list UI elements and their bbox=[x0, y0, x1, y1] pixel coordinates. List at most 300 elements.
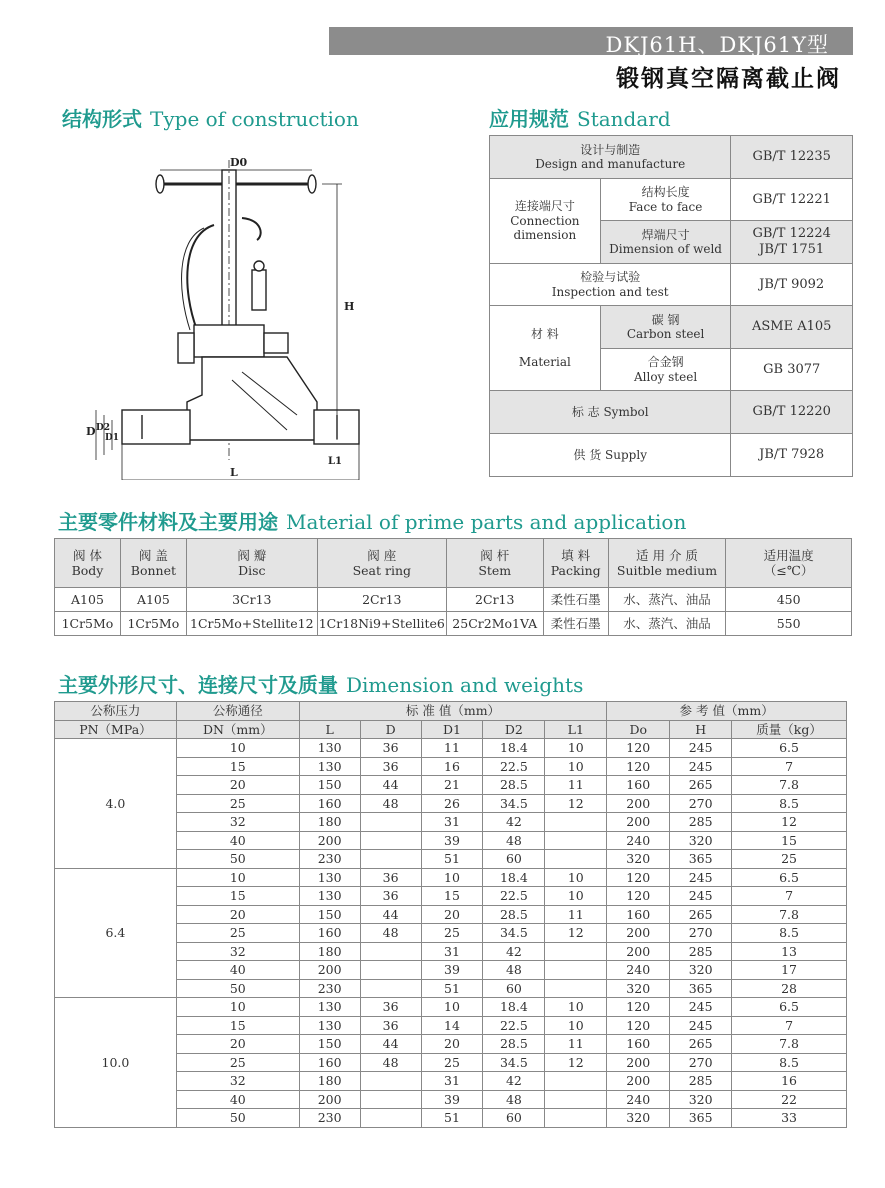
std-conn-cn: 连接端尺寸 bbox=[514, 199, 575, 214]
mat-header-cn: 适用温度 bbox=[763, 548, 814, 563]
dim-cell: 240 bbox=[607, 1090, 670, 1109]
label-l1: L1 bbox=[328, 456, 342, 467]
dimensions-body bbox=[55, 702, 847, 1128]
dim-cell: 44 bbox=[360, 1035, 421, 1054]
dim-cell bbox=[360, 850, 421, 869]
mat-cell: 1Cr5Mo bbox=[55, 612, 121, 636]
dimensions-title bbox=[58, 669, 583, 698]
model-bar bbox=[329, 27, 853, 55]
label-l: L bbox=[230, 466, 238, 479]
mat-header-cell bbox=[120, 539, 186, 588]
dn-cell: 20 bbox=[176, 905, 299, 924]
std-alloy-cell bbox=[600, 349, 731, 391]
mat-cell: 1Cr5Mo bbox=[120, 612, 186, 636]
dim-col-header: D bbox=[360, 720, 421, 739]
std-face-value: GB/T 12221 bbox=[731, 179, 853, 221]
mat-cell: 25Cr2Mo1VA bbox=[446, 612, 543, 636]
dimensions-title-en: Dimension and weights bbox=[346, 673, 584, 697]
dim-cell: 11 bbox=[545, 905, 607, 924]
mat-header-en: Seat ring bbox=[352, 563, 411, 578]
dim-cell bbox=[360, 813, 421, 832]
dim-cell: 10 bbox=[545, 868, 607, 887]
dim-cell: 34.5 bbox=[483, 1053, 545, 1072]
dim-cell: 120 bbox=[607, 868, 670, 887]
dn-cell: 40 bbox=[176, 831, 299, 850]
dim-cell: 285 bbox=[670, 813, 732, 832]
dim-cell bbox=[360, 961, 421, 980]
dim-cell: 12 bbox=[732, 813, 847, 832]
dim-cell: 230 bbox=[299, 850, 360, 869]
std-row bbox=[490, 391, 853, 434]
dim-cell: 160 bbox=[299, 794, 360, 813]
dn-cell: 50 bbox=[176, 850, 299, 869]
materials-row bbox=[55, 612, 852, 636]
std-design-cn: 设计与制造 bbox=[580, 142, 641, 157]
dim-cell: 22.5 bbox=[483, 1016, 545, 1035]
std-row bbox=[490, 179, 853, 221]
std-insp-en: Inspection and test bbox=[551, 284, 669, 299]
dim-cell bbox=[360, 1109, 421, 1128]
dim-cell: 7.8 bbox=[732, 1035, 847, 1054]
std-carbon-value: ASME A105 bbox=[731, 306, 853, 349]
mat-cell: 1Cr5Mo+Stellite12 bbox=[186, 612, 317, 636]
dim-header-row-2 bbox=[55, 720, 847, 739]
dim-col-header: L bbox=[299, 720, 360, 739]
dim-cell: 7.8 bbox=[732, 776, 847, 795]
dim-cell: 20 bbox=[421, 905, 483, 924]
dim-cell: 365 bbox=[670, 1109, 732, 1128]
mat-header-cell bbox=[55, 539, 121, 588]
dim-cell: 10 bbox=[421, 868, 483, 887]
label-h: H bbox=[344, 300, 355, 313]
dim-cell bbox=[545, 813, 607, 832]
std-design-value: GB/T 12235 bbox=[731, 136, 853, 179]
pn-cell: 4.0 bbox=[55, 739, 177, 869]
dn-cell: 15 bbox=[176, 757, 299, 776]
dim-cell: 320 bbox=[607, 979, 670, 998]
mat-cell: A105 bbox=[55, 588, 121, 612]
std-conn-en2: dimension bbox=[513, 228, 577, 243]
dim-cell: 51 bbox=[421, 850, 483, 869]
dim-cell: 25 bbox=[732, 850, 847, 869]
std-supply-value: JB/T 7928 bbox=[731, 434, 853, 477]
dim-row bbox=[55, 739, 847, 758]
mat-header-cn: 适 用 介 质 bbox=[636, 548, 698, 563]
dim-cell: 31 bbox=[421, 1072, 483, 1091]
dim-cell: 265 bbox=[670, 776, 732, 795]
dim-cell: 285 bbox=[670, 942, 732, 961]
dim-header-reference: 参 考 值（mm） bbox=[607, 702, 847, 721]
product-name: 锻钢真空隔离截止阀 bbox=[616, 66, 841, 92]
mat-header-cell bbox=[608, 539, 726, 588]
dim-cell: 320 bbox=[607, 850, 670, 869]
model-code: DKJ61H、DKJ61Y型 bbox=[605, 33, 829, 57]
dim-cell bbox=[545, 942, 607, 961]
dim-cell: 36 bbox=[360, 868, 421, 887]
dn-cell: 20 bbox=[176, 1035, 299, 1054]
dn-cell: 15 bbox=[176, 887, 299, 906]
materials-title-en: Material of prime parts and application bbox=[286, 510, 687, 534]
dim-cell: 200 bbox=[299, 961, 360, 980]
dim-cell: 28.5 bbox=[483, 776, 545, 795]
valve-drawing bbox=[82, 140, 382, 480]
dim-cell: 160 bbox=[607, 776, 670, 795]
dn-cell: 40 bbox=[176, 1090, 299, 1109]
std-row bbox=[490, 136, 853, 179]
dn-cell: 10 bbox=[176, 868, 299, 887]
dim-cell: 320 bbox=[670, 961, 732, 980]
dim-cell: 230 bbox=[299, 1109, 360, 1128]
dim-cell: 36 bbox=[360, 757, 421, 776]
dn-cell: 25 bbox=[176, 794, 299, 813]
construction-title bbox=[62, 103, 359, 132]
dim-cell: 200 bbox=[607, 924, 670, 943]
dim-cell: 48 bbox=[483, 831, 545, 850]
dim-cell: 320 bbox=[607, 1109, 670, 1128]
dim-cell bbox=[545, 1109, 607, 1128]
dim-cell: 320 bbox=[670, 831, 732, 850]
std-symbol-value: GB/T 12220 bbox=[731, 391, 853, 434]
dim-cell: 365 bbox=[670, 979, 732, 998]
dim-cell: 120 bbox=[607, 1016, 670, 1035]
label-d: D bbox=[86, 425, 96, 438]
dim-cell: 270 bbox=[670, 1053, 732, 1072]
dim-cell: 60 bbox=[483, 1109, 545, 1128]
mat-cell: 2Cr13 bbox=[317, 588, 446, 612]
dim-cell: 150 bbox=[299, 1035, 360, 1054]
dim-cell: 270 bbox=[670, 924, 732, 943]
mat-cell: 1Cr18Ni9+Stellite6 bbox=[317, 612, 446, 636]
dn-cell: 50 bbox=[176, 979, 299, 998]
dim-cell: 25 bbox=[421, 1053, 483, 1072]
dim-cell: 200 bbox=[299, 1090, 360, 1109]
mat-cell: 550 bbox=[726, 612, 852, 636]
dim-cell: 245 bbox=[670, 1016, 732, 1035]
dim-cell: 130 bbox=[299, 739, 360, 758]
dn-cell: 32 bbox=[176, 1072, 299, 1091]
dim-cell: 17 bbox=[732, 961, 847, 980]
materials-header-row bbox=[55, 539, 852, 588]
dim-cell: 7 bbox=[732, 757, 847, 776]
dim-cell: 33 bbox=[732, 1109, 847, 1128]
dim-cell: 200 bbox=[607, 1072, 670, 1091]
dim-cell: 12 bbox=[545, 924, 607, 943]
dim-cell: 51 bbox=[421, 1109, 483, 1128]
std-insp-value: JB/T 9092 bbox=[731, 264, 853, 306]
dim-cell: 36 bbox=[360, 998, 421, 1017]
dim-cell: 160 bbox=[607, 905, 670, 924]
dim-cell: 130 bbox=[299, 868, 360, 887]
std-insp-cell bbox=[490, 264, 731, 306]
mat-cell: 柔性石墨 bbox=[543, 588, 608, 612]
dn-cell: 10 bbox=[176, 739, 299, 758]
dim-row bbox=[55, 998, 847, 1017]
dim-cell: 6.5 bbox=[732, 998, 847, 1017]
dim-cell: 44 bbox=[360, 776, 421, 795]
dim-cell bbox=[545, 1072, 607, 1091]
dim-cell: 11 bbox=[545, 1035, 607, 1054]
mat-cell: 450 bbox=[726, 588, 852, 612]
mat-cell: 3Cr13 bbox=[186, 588, 317, 612]
std-material-en: Material bbox=[518, 355, 571, 369]
std-row bbox=[490, 306, 853, 349]
dim-cell: 10 bbox=[421, 998, 483, 1017]
std-weld-value-1: GB/T 12224 bbox=[752, 226, 831, 242]
dim-cell: 26 bbox=[421, 794, 483, 813]
std-row bbox=[490, 434, 853, 477]
dim-cell: 48 bbox=[483, 1090, 545, 1109]
standard-table bbox=[489, 135, 853, 477]
std-weld-cn: 焊端尺寸 bbox=[641, 227, 690, 242]
dim-cell: 51 bbox=[421, 979, 483, 998]
std-supply-cell: 供 货 Supply bbox=[490, 434, 731, 477]
materials-table bbox=[54, 538, 852, 636]
dim-cell: 48 bbox=[483, 961, 545, 980]
dim-header-pn: 公称压力 bbox=[55, 702, 177, 721]
pn-cell: 10.0 bbox=[55, 998, 177, 1128]
dim-cell: 6.5 bbox=[732, 739, 847, 758]
std-weld-en: Dimension of weld bbox=[609, 242, 722, 256]
dim-cell: 120 bbox=[607, 739, 670, 758]
dim-cell: 265 bbox=[670, 1035, 732, 1054]
label-d2: D2 bbox=[96, 423, 111, 433]
dim-cell: 28.5 bbox=[483, 905, 545, 924]
dim-cell: 6.5 bbox=[732, 868, 847, 887]
std-material-cell bbox=[490, 306, 601, 391]
std-face-cell bbox=[600, 179, 731, 221]
dim-cell: 60 bbox=[483, 979, 545, 998]
pn-cell: 6.4 bbox=[55, 868, 177, 998]
dim-cell: 7 bbox=[732, 1016, 847, 1035]
std-carbon-cell bbox=[600, 306, 731, 349]
dim-cell: 28 bbox=[732, 979, 847, 998]
dim-cell: 245 bbox=[670, 998, 732, 1017]
std-alloy-cn: 合金钢 bbox=[647, 355, 684, 370]
dim-cell: 42 bbox=[483, 813, 545, 832]
std-alloy-value: GB 3077 bbox=[731, 349, 853, 391]
mat-header-cn: 填 料 bbox=[561, 548, 591, 563]
mat-cell: A105 bbox=[120, 588, 186, 612]
dim-cell: 16 bbox=[421, 757, 483, 776]
mat-header-en: Disc bbox=[238, 563, 266, 578]
dim-cell: 240 bbox=[607, 831, 670, 850]
dim-cell bbox=[360, 1090, 421, 1109]
label-d0: D0 bbox=[230, 156, 248, 169]
mat-cell: 水、蒸汽、油品 bbox=[608, 612, 726, 636]
dn-cell: 25 bbox=[176, 924, 299, 943]
mat-header-cn: 阀 体 bbox=[72, 548, 102, 563]
dim-cell: 12 bbox=[545, 794, 607, 813]
std-weld-value-2: JB/T 1751 bbox=[759, 242, 825, 257]
mat-header-cell bbox=[446, 539, 543, 588]
dim-cell: 15 bbox=[421, 887, 483, 906]
dim-header-standard: 标 准 值（mm） bbox=[299, 702, 607, 721]
dim-cell: 8.5 bbox=[732, 1053, 847, 1072]
dim-cell bbox=[360, 979, 421, 998]
dn-cell: 32 bbox=[176, 942, 299, 961]
dim-cell: 39 bbox=[421, 961, 483, 980]
std-design-en: Design and manufacture bbox=[535, 157, 686, 171]
mat-header-cell bbox=[186, 539, 317, 588]
mat-header-en: Stem bbox=[478, 563, 512, 578]
dim-cell: 18.4 bbox=[483, 739, 545, 758]
dim-cell: 120 bbox=[607, 998, 670, 1017]
dim-cell: 130 bbox=[299, 757, 360, 776]
std-insp-cn: 检验与试验 bbox=[580, 270, 641, 285]
dim-cell: 285 bbox=[670, 1072, 732, 1091]
std-conn-en1: Connection bbox=[510, 213, 580, 228]
dim-cell bbox=[545, 1090, 607, 1109]
dim-cell: 28.5 bbox=[483, 1035, 545, 1054]
mat-header-cell bbox=[726, 539, 852, 588]
dim-cell: 7 bbox=[732, 887, 847, 906]
dim-cell bbox=[545, 979, 607, 998]
dim-cell: 10 bbox=[545, 887, 607, 906]
dim-col-header: H bbox=[670, 720, 732, 739]
dim-col-header: 质量（kg） bbox=[732, 720, 847, 739]
dn-cell: 15 bbox=[176, 1016, 299, 1035]
dim-cell: 160 bbox=[299, 924, 360, 943]
dim-cell: 36 bbox=[360, 887, 421, 906]
dn-cell: 32 bbox=[176, 813, 299, 832]
dim-cell: 245 bbox=[670, 887, 732, 906]
dim-cell: 180 bbox=[299, 1072, 360, 1091]
mat-header-cn: 阀 杆 bbox=[480, 548, 510, 563]
dim-cell: 44 bbox=[360, 905, 421, 924]
dim-cell: 160 bbox=[299, 1053, 360, 1072]
dim-cell: 265 bbox=[670, 905, 732, 924]
dim-cell: 120 bbox=[607, 757, 670, 776]
std-design-cell bbox=[490, 136, 731, 179]
dim-col-header: D1 bbox=[421, 720, 483, 739]
dim-col-header: D2 bbox=[483, 720, 545, 739]
dim-header-dn-unit: DN（mm） bbox=[176, 720, 299, 739]
construction-title-en: Type of construction bbox=[150, 107, 359, 131]
mat-cell: 柔性石墨 bbox=[543, 612, 608, 636]
dn-cell: 20 bbox=[176, 776, 299, 795]
dim-cell: 230 bbox=[299, 979, 360, 998]
dim-cell: 21 bbox=[421, 776, 483, 795]
materials-title bbox=[58, 506, 686, 535]
mat-header-en: Bonnet bbox=[130, 563, 176, 578]
dim-cell: 200 bbox=[607, 813, 670, 832]
dim-cell: 60 bbox=[483, 850, 545, 869]
dim-row bbox=[55, 868, 847, 887]
mat-header-cell bbox=[543, 539, 608, 588]
dim-cell: 200 bbox=[299, 831, 360, 850]
dim-cell: 48 bbox=[360, 794, 421, 813]
std-alloy-en: Alloy steel bbox=[633, 369, 698, 384]
dim-col-header: L1 bbox=[545, 720, 607, 739]
dim-cell: 48 bbox=[360, 924, 421, 943]
mat-header-cn: 阀 瓣 bbox=[237, 548, 267, 563]
dn-cell: 40 bbox=[176, 961, 299, 980]
dim-cell: 10 bbox=[545, 757, 607, 776]
dim-cell bbox=[360, 831, 421, 850]
dim-cell: 10 bbox=[545, 1016, 607, 1035]
dim-cell: 16 bbox=[732, 1072, 847, 1091]
dim-cell bbox=[360, 942, 421, 961]
mat-cell: 2Cr13 bbox=[446, 588, 543, 612]
std-carbon-en: Carbon steel bbox=[626, 327, 705, 341]
dim-cell: 130 bbox=[299, 1016, 360, 1035]
dim-header-pn-unit: PN（MPa） bbox=[55, 720, 177, 739]
dim-cell: 320 bbox=[670, 1090, 732, 1109]
dim-cell bbox=[545, 961, 607, 980]
standard-title-cn: 应用规范 bbox=[489, 107, 569, 131]
std-weld-cell bbox=[600, 221, 731, 264]
dim-cell: 22.5 bbox=[483, 757, 545, 776]
materials-row bbox=[55, 588, 852, 612]
dimensions-title-cn: 主要外形尺寸、连接尺寸及质量 bbox=[58, 673, 338, 697]
dim-cell: 15 bbox=[732, 831, 847, 850]
dim-cell: 22.5 bbox=[483, 887, 545, 906]
std-conn-cell bbox=[490, 179, 601, 264]
dim-cell: 31 bbox=[421, 942, 483, 961]
dim-cell: 180 bbox=[299, 813, 360, 832]
label-d1: D1 bbox=[105, 433, 120, 443]
dim-cell: 365 bbox=[670, 850, 732, 869]
construction-title-cn: 结构形式 bbox=[62, 107, 142, 131]
dim-cell: 42 bbox=[483, 1072, 545, 1091]
dim-cell: 240 bbox=[607, 961, 670, 980]
dim-cell: 34.5 bbox=[483, 924, 545, 943]
dim-cell: 130 bbox=[299, 998, 360, 1017]
mat-header-cn: 阀 盖 bbox=[138, 548, 168, 563]
dim-cell: 14 bbox=[421, 1016, 483, 1035]
dim-cell: 150 bbox=[299, 776, 360, 795]
dim-cell: 36 bbox=[360, 1016, 421, 1035]
dim-cell: 10 bbox=[545, 739, 607, 758]
dim-cell: 39 bbox=[421, 1090, 483, 1109]
std-symbol-cell: 标 志 Symbol bbox=[490, 391, 731, 434]
dim-cell: 200 bbox=[607, 794, 670, 813]
materials-title-cn: 主要零件材料及主要用途 bbox=[58, 510, 278, 534]
mat-cell: 水、蒸汽、油品 bbox=[608, 588, 726, 612]
dim-cell: 34.5 bbox=[483, 794, 545, 813]
dim-cell: 42 bbox=[483, 942, 545, 961]
dim-cell bbox=[360, 1072, 421, 1091]
mat-header-cn: 阀 座 bbox=[367, 548, 397, 563]
dim-cell: 18.4 bbox=[483, 998, 545, 1017]
dim-cell: 11 bbox=[545, 776, 607, 795]
standard-title-en: Standard bbox=[577, 107, 671, 131]
dim-cell: 200 bbox=[607, 942, 670, 961]
dim-cell: 245 bbox=[670, 757, 732, 776]
std-carbon-cn: 碳 钢 bbox=[651, 312, 680, 327]
dimensions-table bbox=[54, 701, 847, 1128]
dim-cell: 36 bbox=[360, 739, 421, 758]
dim-cell: 130 bbox=[299, 887, 360, 906]
dim-cell: 8.5 bbox=[732, 924, 847, 943]
mat-header-en: Suitble medium bbox=[616, 563, 718, 578]
dim-cell: 39 bbox=[421, 831, 483, 850]
mat-header-cell bbox=[317, 539, 446, 588]
mat-header-en: Body bbox=[71, 563, 104, 578]
dim-cell: 200 bbox=[607, 1053, 670, 1072]
std-face-cn: 结构长度 bbox=[641, 185, 690, 200]
mat-header-en: （≤℃） bbox=[763, 563, 814, 578]
std-face-en: Face to face bbox=[628, 199, 703, 214]
dim-cell: 150 bbox=[299, 905, 360, 924]
dim-cell: 120 bbox=[607, 887, 670, 906]
dim-cell: 11 bbox=[421, 739, 483, 758]
std-row bbox=[490, 264, 853, 306]
dim-cell: 25 bbox=[421, 924, 483, 943]
dn-cell: 50 bbox=[176, 1109, 299, 1128]
dim-cell: 245 bbox=[670, 739, 732, 758]
mat-header-en: Packing bbox=[550, 563, 601, 578]
